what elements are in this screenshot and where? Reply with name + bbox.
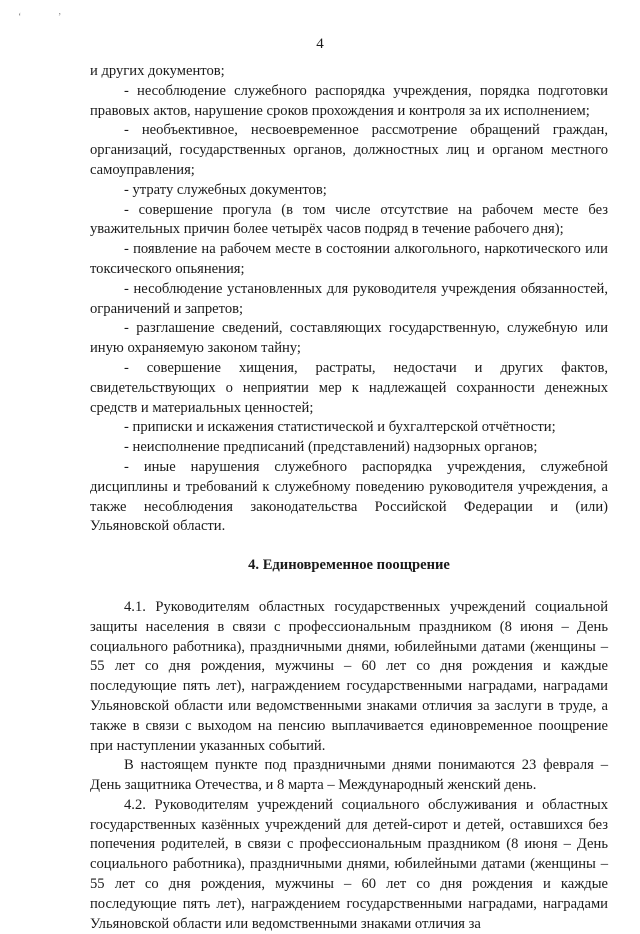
- paragraph: и других документов;: [90, 63, 225, 79]
- list-item: - появление на рабочем месте в состоянии алкогольного, наркотического или токсического опьянения;: [90, 241, 608, 277]
- list-item: - совершение прогула (в том числе отсутствие на рабочем месте без уважительных причин более четырёх часов подряд в течение рабочего дня);: [90, 201, 608, 238]
- list-item: - совершение хищения, растраты, недостачи и других фактов, свидетельствующих о неприятии мер к надлежащей сохранности денежных средств и материальных ценностей;: [90, 359, 608, 416]
- page-number: 4: [316, 36, 324, 52]
- list-item: - разглашение сведений, составляющих государственную, служебную или иную охраняемую законом тайну;: [90, 320, 608, 357]
- list-item: - утрату служебных документов;: [124, 181, 327, 198]
- list-item: - неисполнение предписаний (представлений) надзорных органов;: [124, 439, 538, 456]
- paragraph: 4.1. Руководителям областных государственных учреждений социальной защиты населения в связи с профессиональным праздником (8 июня – День социального работника), праздничными днями, юбилейными датами (женщины – 55 лет со дня рождения, мужчины – 60 лет со дня рождения и каждые последующие пять лет), награждением государственными наградами, наградами Ульяновской области или ведомственными знаками отличия за заслуги в труде, а также в связи с выходом на пенсию выплачивается единовременное поощрение при наступлении указанных событий.: [90, 598, 608, 754]
- list-item: - несоблюдение установленных для руководителя учреждения обязанностей, ограничений и запретов;: [90, 280, 608, 317]
- paragraph: В настоящем пункте под праздничными днями понимаются 23 февраля – День защитника Отечества, и 8 марта – Международный женский день.: [90, 757, 608, 794]
- list-item: - несоблюдение служебного распорядка учреждения, порядка подготовки правовых актов, нарушение сроков прохождения и контроля за их исполнением;: [90, 82, 608, 119]
- list-item: - иные нарушения служебного распорядка учреждения, служебной дисциплины и требований к служебному поведению руководителя учреждения, а также несоблюдения законодательства Российской Федерации и (или) Ульяновской области.: [90, 458, 608, 535]
- document-body: [90, 62, 608, 934]
- scan-artifact-mark: ʼ: [58, 12, 62, 23]
- list-item: - приписки и искажения статистической и бухгалтерской отчётности;: [124, 419, 556, 436]
- section-heading: 4. Единовременное поощрение: [248, 557, 450, 574]
- scan-artifact-mark: ʻ: [18, 12, 22, 23]
- list-item: - необъективное, несвоевременное рассмотрение обращений граждан, организаций, государственных органов, должностных лиц и органом местного самоуправления;: [90, 122, 608, 178]
- paragraph: 4.2. Руководителям учреждений социального обслуживания и областных государственных казённых учреждений для детей-сирот и детей, оставшихся без попечения родителей, в связи с профессиональным праздником (8 июня – День социального работника), праздничными днями, юбилейными датами (женщины – 55 лет со дня рождения, мужчины – 60 лет со дня рождения и каждые последующие пять лет), награждением государственными наградами, наградами Ульяновской области или ведомственными знаками отличия за: [90, 796, 608, 932]
